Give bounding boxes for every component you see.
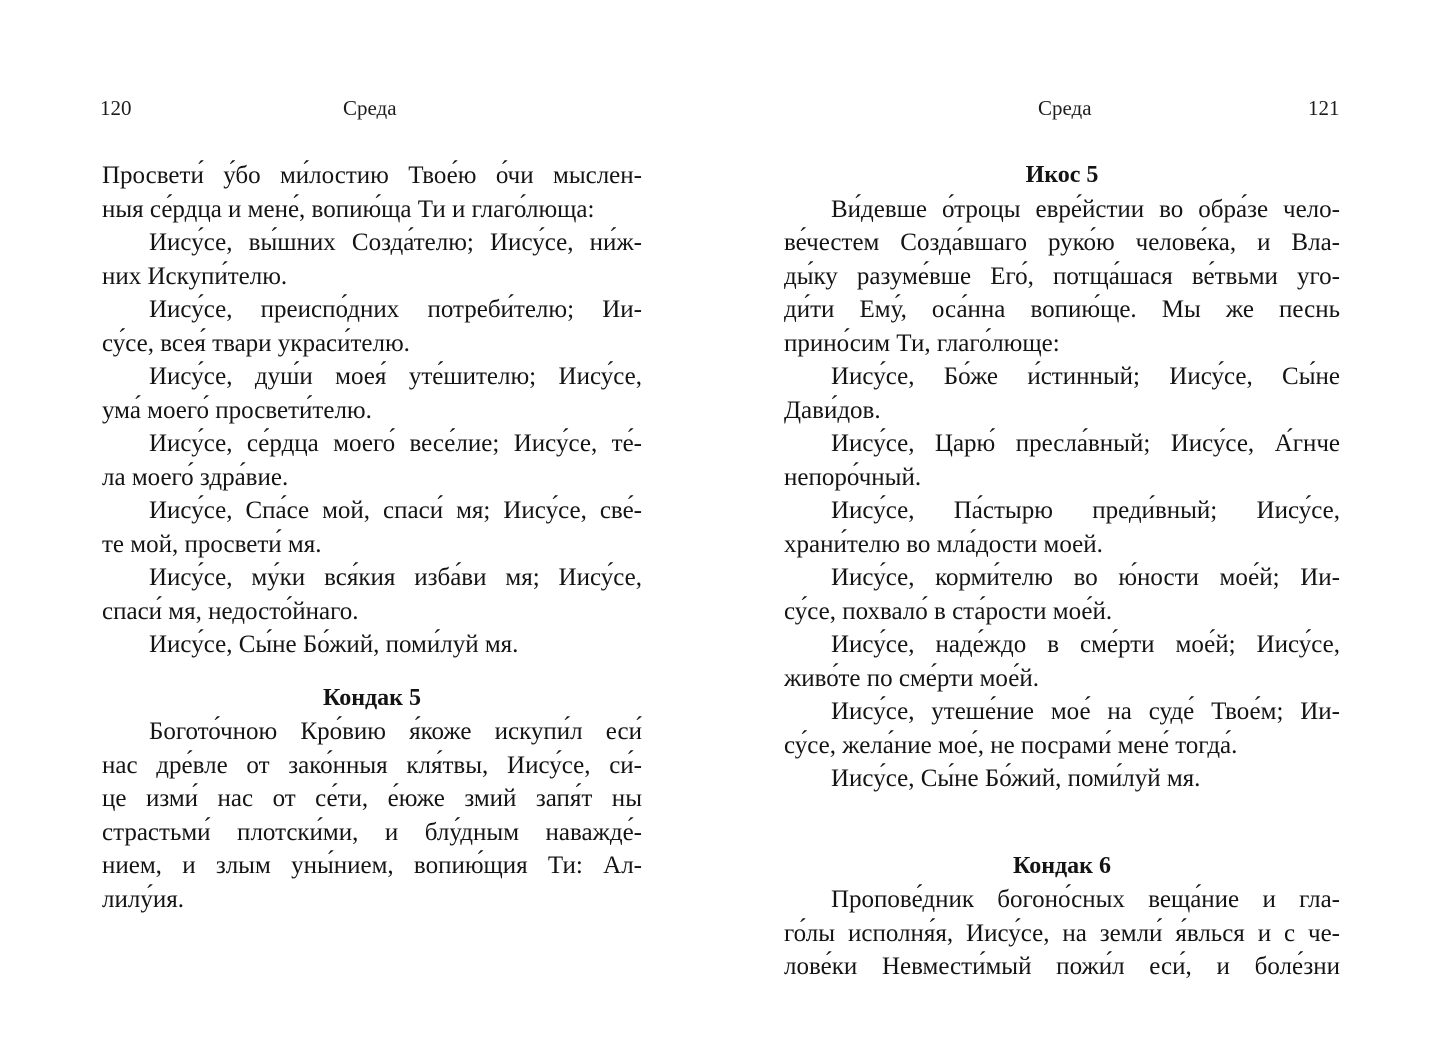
- invocation-line: Иису́се, утеше́ние мое́ на суде́ Твое́м; Ии-: [831, 698, 1340, 725]
- right-page: [716, 0, 1432, 1052]
- invocation-line: спаси́ мя, недосто́йнаго.: [102, 597, 359, 625]
- invocation-line: су́се, всея́ твари украси́телю.: [102, 329, 410, 357]
- invocation-line: Иису́се, Бо́же и́стинный; Иису́се, Сы́не: [831, 363, 1340, 390]
- invocation-line: Иису́се, му́ки вся́кия изба́ви мя; Иису́се,: [149, 564, 642, 591]
- invocation-line: Иису́се, вы́шних Созда́телю; Иису́се, ни́ж-: [149, 229, 642, 256]
- page-number: 121: [1308, 96, 1340, 120]
- invocation-line: Иису́се, преиспо́дних потреби́телю; Ии-: [149, 296, 642, 323]
- invocation-line: храни́телю во мла́дости моей.: [784, 530, 1103, 558]
- invocation-line: Иису́се, Па́стырю преди́вный; Иису́се,: [831, 497, 1340, 524]
- invocation-line: ла моего́ здра́вие.: [102, 463, 289, 491]
- ikos-line: ди́ти Ему́, оса́нна вопию́ще. Мы же песнь: [784, 296, 1340, 323]
- invocation-line: них Искупи́телю.: [102, 262, 288, 290]
- ikos-line: прино́сим Ти, глаго́люще:: [784, 329, 1060, 357]
- kontakion-5-heading: Кондак 5: [322, 684, 421, 711]
- invocation-line: Иису́се, душ́и моея́ уте́шителю; Иису́се,: [149, 363, 642, 390]
- ikos-line: Ви́девше о́троцы евре́йстии во обра́зе чело-: [831, 195, 1340, 223]
- invocation-line: Иису́се, се́рдца моего́ весе́лие; Иису́се, те́-: [149, 430, 642, 457]
- ikos-line: ве́честем Созда́вшаго руко́ю челове́ка, и Вла-: [784, 229, 1340, 256]
- running-title: Среда: [1038, 96, 1092, 120]
- kontakion-6-heading: Кондак 6: [1012, 852, 1111, 879]
- text-line: Просвети́ у́бо ми́лостию Твое́ю о́чи мыслен-: [102, 162, 642, 189]
- invocation-line: те мой, просвети́ мя.: [102, 530, 322, 558]
- invocation-line: Дави́дов.: [784, 396, 881, 424]
- invocation-line: Иису́се, корми́телю во ю́ности мое́й; Ии-: [831, 564, 1340, 591]
- kontakion-line: це изми́ нас от се́ти, е́юже змий запя́т ны: [102, 785, 642, 812]
- invocation-line: Иису́се, Спа́се мой, спаси́ мя; Иису́се, све́-: [149, 497, 642, 524]
- invocation-line: су́се, похвало́ в ста́рости мое́й.: [784, 597, 1113, 625]
- invocation-line: ума́ моего́ просвети́телю.: [102, 396, 372, 424]
- invocation-line: живо́те по сме́рти мое́й.: [784, 664, 1039, 692]
- text-line: ныя се́рдца и мене́, вопию́ща Ти и глаго́люща:: [102, 195, 595, 223]
- right-body-text: [784, 159, 1340, 984]
- invocation-line: непоро́чный.: [784, 463, 922, 491]
- left-body-text: [102, 159, 642, 916]
- running-title: Среда: [343, 96, 397, 120]
- invocation-line: Иису́се, наде́ждо в сме́рти мое́й; Иису́се,: [831, 631, 1340, 658]
- ikos-5-heading: Икос 5: [1025, 162, 1099, 188]
- kontakion-line: лове́ки Невмести́мый пожи́л еси́, и боле́зни: [784, 953, 1340, 980]
- kontakion-line: Богото́чною Кро́вию я́коже искупи́л еси́: [149, 718, 642, 745]
- page-number: 120: [100, 96, 132, 120]
- invocation-line: Иису́се, Царю́ пресла́вный; Иису́се, А́гнче: [831, 430, 1340, 457]
- invocation-line: су́се, жела́ние мое́, не посрами́ мене́ тогда́.: [784, 731, 1238, 759]
- kontakion-line: го́лы исполня́я, Иису́се, на земли́ я́влься и с че-: [784, 919, 1340, 947]
- kontakion-line: нием, и злым уны́нием, вопию́щия Ти: Ал-: [102, 852, 642, 879]
- kontakion-line: нас дре́вле от зако́нныя кля́твы, Иису́се, си́-: [102, 751, 642, 779]
- kontakion-line: лилу́ия.: [102, 885, 184, 913]
- closing-line: Иису́се, Сы́не Бо́жий, поми́луй мя.: [831, 765, 1201, 792]
- ikos-line: ды́ку разуме́вше Его́, потща́шася ве́твьми уго-: [784, 262, 1340, 290]
- kontakion-line: страстьми́ плотски́ми, и блу́дным наважде́-: [102, 818, 642, 846]
- kontakion-line: Пропове́дник богоно́сных веща́ние и гла-: [831, 886, 1340, 913]
- closing-line: Иису́се, Сы́не Бо́жий, поми́луй мя.: [149, 631, 519, 658]
